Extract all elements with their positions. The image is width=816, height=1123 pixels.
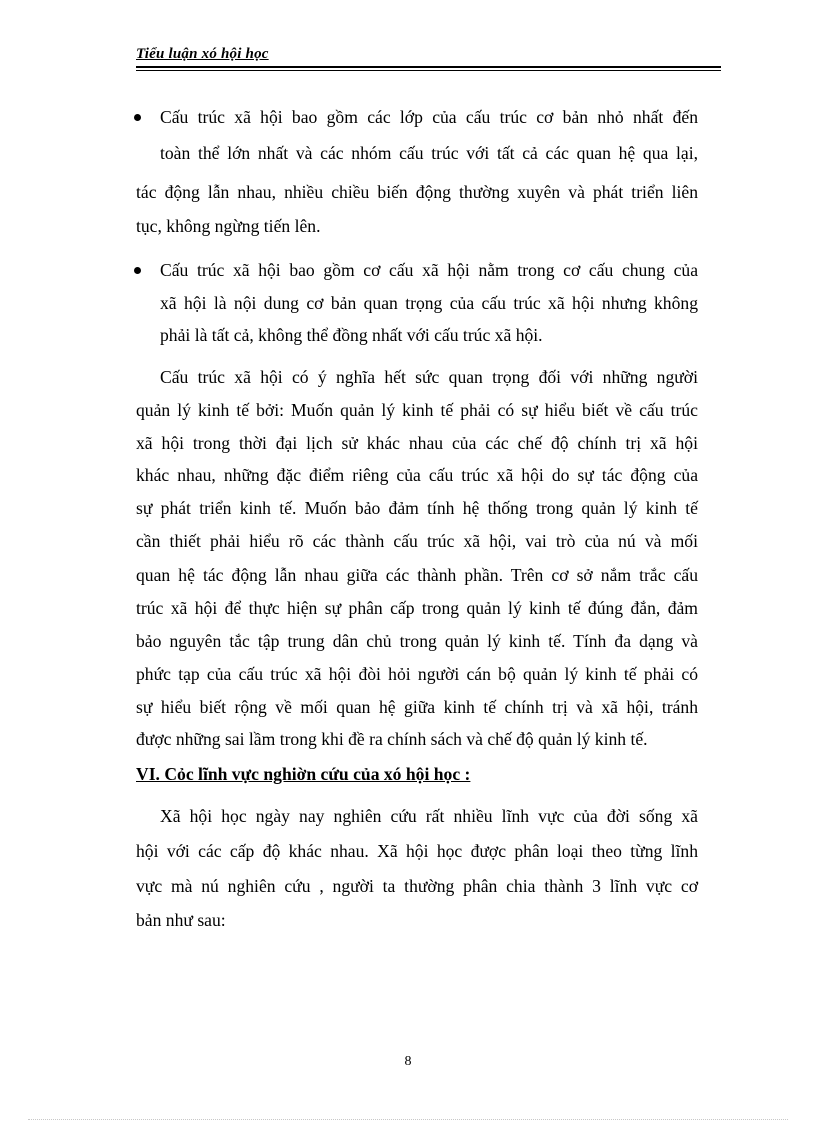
bullet-dot [134,114,141,121]
paragraph-2-line-3: vực mà nú nghiên cứu , người ta thường phân chia thành 3 lĩnh vực cơ [136,876,698,896]
running-header-title: Tiểu luận xó hội học [136,46,269,62]
page-number: 8 [404,1054,412,1069]
header-rule-thick [136,66,721,68]
paragraph-1-line-5: sự phát triển kinh tế. Muốn bảo đảm tính hệ thống trong quản lý kinh tế [136,498,698,518]
paragraph-1-line-12: được những sai lầm trong khi đề ra chính sách và chế độ quản lý kinh tế. [136,729,648,749]
paragraph-2-line-4: bản như sau: [136,910,226,930]
bullet-1-line-2: toàn thể lớn nhất và các nhóm cấu trúc với tất cả các quan hệ qua lại, [160,143,698,163]
paragraph-1-line-1: Cấu trúc xã hội có ý nghĩa hết sức quan trọng đối với những người [160,367,698,387]
header-rule-thin [136,70,721,71]
bullet-2-line-2: xã hội là nội dung cơ bản quan trọng của cấu trúc xã hội nhưng không [160,293,698,313]
paragraph-1-line-2: quản lý kinh tế bởi: Muốn quản lý kinh tế phải có sự hiểu biết về cấu trúc [136,400,698,420]
paragraph-1-line-11: sự hiểu biết rộng về mối quan hệ giữa kinh tế chính trị và xã hội, tránh [136,697,698,717]
section-heading: VI. Cỏc lĩnh vực nghiờn cứu của xó hội học : [136,764,471,784]
bullet-dot [134,267,141,274]
paragraph-2-line-2: hội với các cấp độ khác nhau. Xã hội học được phân loại theo từng lĩnh [136,841,698,861]
bullet-1-continuation-1: tác động lẫn nhau, nhiều chiều biến động thường xuyên và phát triển liên [136,182,698,202]
paragraph-1-line-9: bảo nguyên tắc tập trung dân chủ trong quản lý kinh tế. Tính đa dạng và [136,631,698,651]
paragraph-1-line-8: trúc xã hội để thực hiện sự phân cấp trong quản lý kinh tế đúng đắn, đảm [136,598,698,618]
bullet-2-line-3: phải là tất cả, không thể đồng nhất với cấu trúc xã hội. [160,325,543,345]
bullet-1-continuation-2: tục, không ngừng tiến lên. [136,216,321,236]
bullet-2-line-1: Cấu trúc xã hội bao gồm cơ cấu xã hội nằm trong cơ cấu chung của [160,260,698,280]
paragraph-1-line-6: cần thiết phải hiểu rõ các thành cấu trúc xã hội, vai trò của nú và mối [136,531,698,551]
paragraph-1-line-4: khác nhau, những đặc điểm riêng của cấu trúc xã hội do sự tác động của [136,465,698,485]
page-break-divider [28,1119,788,1120]
paragraph-1-line-10: phức tạp của cấu trúc xã hội đòi hỏi người cán bộ quản lý kinh tế phải có [136,664,698,684]
paragraph-2-line-1: Xã hội học ngày nay nghiên cứu rất nhiều lĩnh vực của đời sống xã [160,806,698,826]
paragraph-1-line-7: quan hệ tác động lẫn nhau giữa các thành phần. Trên cơ sở nắm trắc cấu [136,565,698,585]
bullet-1-line-1: Cấu trúc xã hội bao gồm các lớp của cấu trúc cơ bản nhỏ nhất đến [160,107,698,127]
paragraph-1-line-3: xã hội trong thời đại lịch sử khác nhau của các chế độ chính trị xã hội [136,433,698,453]
